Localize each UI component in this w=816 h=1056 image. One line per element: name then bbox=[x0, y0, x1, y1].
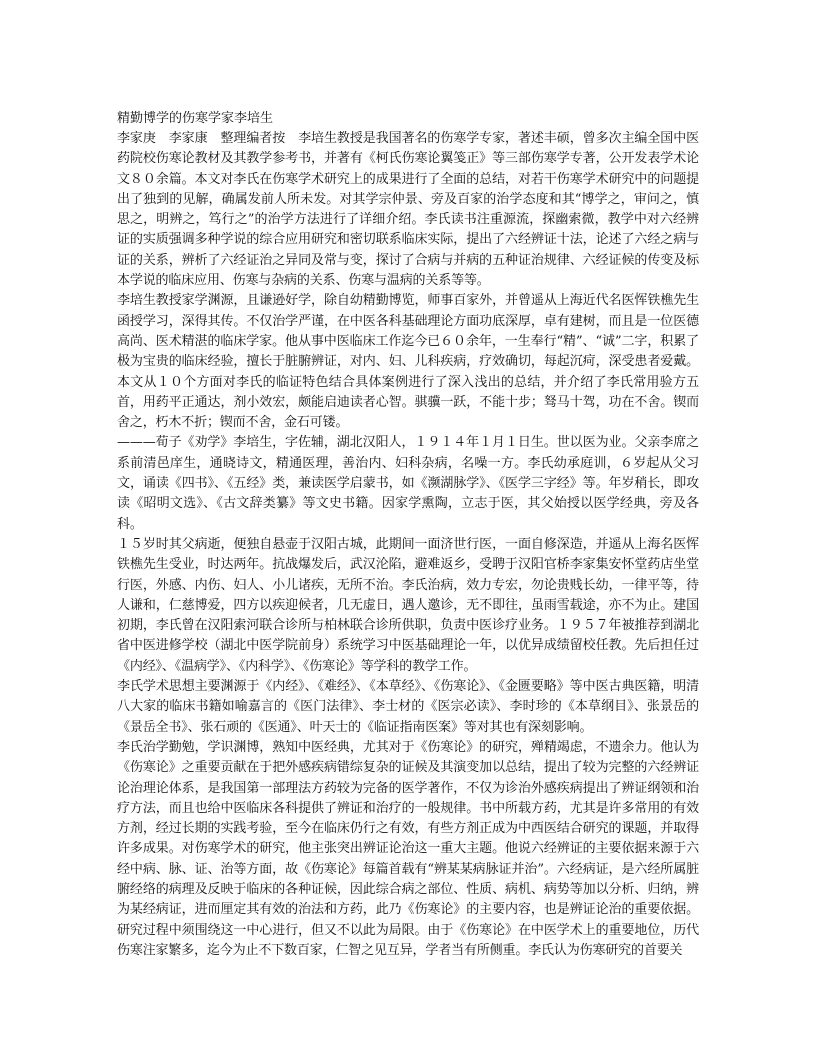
document-page bbox=[117, 109, 699, 961]
paragraph-academic-sources: 李氏学术思想主要渊源于《内经》、《难经》、《本草经》、《伤寒论》、《金匮要略》等中医古典医籍，明清八大家的临床书籍如喻嘉言的《医门法律》、李士材的《医宗必读》、李时珍的《本草纲目》、张景岳的《景岳全书》、张石顽的《医通》、叶天士的《临证指南医案》等对其也有深刻影响。 bbox=[117, 679, 699, 735]
paragraph-career: １５岁时其父病逝，便独自悬壶于汉阳古城，此期间一面济世行医，一面自修深造，并遥从上海名医恽铁樵先生受业，时达两年。抗战爆发后，武汉沦陷，避难返乡，受聘于汉阳官桥李家集安怀堂药店坐堂行医，外感、内伤、妇人、小儿诸疾，无所不治。李氏治病，效力专宏，勿论贵贱长幼，一律平等，待人谦和，仁慈博爱，四方以疾迎候者，几无虚日，遇人邀诊，无不即往，虽雨雪载途，亦不为止。建国初期，李氏曾在汉阳索河联合诊所与柏林联合诊所供职，负责中医诊疗业务。１９５７年被推荐到湖北省中医进修学校（湖北中医学院前身）系统学习中医基础理论一年，以优异成绩留校任教。先后担任过《内经》、《温病学》、《内科学》、《伤寒论》等学科的教学工作。 bbox=[117, 536, 699, 674]
paragraph-editor-note: 李家庚 李家康 整理编者按 李培生教授是我国著名的伤寒学专家，著述丰硕，曾多次主编全国中医药院校伤寒论教材及其教学参考书，并著有《柯氏伤寒论翼笺正》等三部伤寒学专著，公开发表学术论文８０余篇。本文对李氏在伤寒学术研究上的成果进行了全面的总结，对若干伤寒学术研究中的问题提出了独到的见解，确属发前人所未发。对其学宗仲景、旁及百家的治学态度和其“博学之，审问之，慎思之，明辨之，笃行之”的治学方法进行了详细介绍。李氏读书注重源流，探幽索微，教学中对六经辨证的实质强调多种学说的综合应用研究和密切联系临床实际，提出了六经辨证十法，论述了六经之病与证的关系，辨析了六经证治之异同及常与变，探讨了合病与并病的五种证治规律、六经证候的传变及标本学说的临床应用、伤寒与杂病的关系、伤寒与温病的关系等等。 bbox=[117, 131, 699, 289]
paragraph-introduction: 李培生教授家学渊源，且谦逊好学，除自幼精勤博览，师事百家外，并曾遥从上海近代名医恽铁樵先生函授学习，深得其传。不仅治学严谨，在中医各科基础理论方面功底深厚，卓有建树，而且是一位医德高尚、医术精湛的临床学家。他从事中医临床工作迄今已６０余年，一生奉行“精”、“诚”二字，积累了极为宝贵的临床经验，擅长于脏腑辨证，对内、妇、儿科疾病，疗效确切，每起沉疴，深受患者爱戴。本文从１０个方面对李氏的临证特色结合具体案例进行了深入浅出的总结，并介绍了李氏常用验方五首，用药平正通达，剂小效宏，颇能启迪读者心智。骐骥一跃，不能十步；驽马十驾，功在不舍。锲而舍之，朽木不折；锲而不舍，金石可镂。 bbox=[117, 293, 699, 431]
document-title: 精勤博学的伤寒学家李培生 bbox=[117, 111, 274, 126]
paragraph-biography: ———荀子《劝学》李培生，字佐辅，湖北汉阳人，１９１４年１月１日生。世以医为业。父亲李席之系前清邑庠生，通晓诗文，精通医理，善治内、妇科杂病，名噪一方。李氏幼承庭训，６岁起从父习文，诵读《四书》、《五经》类，兼读医学启蒙书，如《濒湖脉学》、《医学三字经》等。年岁稍长，即攻读《昭明文选》、《古文辞类纂》等文史书籍。因家学熏陶，立志于医，其父始授以医学经典，旁及各科。 bbox=[117, 435, 699, 532]
paragraph-shanghan-research: 李氏治学勤勉，学识渊博，熟知中医经典，尤其对于《伤寒论》的研究，殚精竭虑，不遗余力。他认为《伤寒论》之重要贡献在于把外感疾病错综复杂的证候及其演变加以总结，提出了较为完整的六经辨证论治理论体系，是我国第一部理法方药较为完备的医学著作，不仅为诊治外感疾病提出了辨证纲领和治疗方法，而且也给中医临床各科提供了辨证和治疗的一般规律。书中所载方药，尤其是许多常用的有效方剂，经过长期的实践考验，至今在临床仍行之有效，有些方剂正成为中西医结合研究的课题，并取得许多成果。对伤寒学术的研究，他主张突出辨证论治这一重大主题。他说六经辨证的主要依据来源于六经中病、脉、证、治等方面，故《伤寒论》每篇首载有“辨某某病脉证并治”。六经病证，是六经所属脏腑经络的病理及反映于临床的各种证候，因此综合病之部位、性质、病机、病势等加以分析、归纳，辨为某经病证，进而厘定其有效的治法和方药，此乃《伤寒论》的主要内容，也是辨证论治的重要依据。研究过程中须围绕这一中心进行，但又不以此为局限。由于《伤寒论》在中医学术上的重要地位，历代伤寒注家繁多，迄今为止不下数百家，仁智之见互异，学者当有所侧重。李氏认为伤寒研究的首要关 bbox=[117, 739, 699, 958]
